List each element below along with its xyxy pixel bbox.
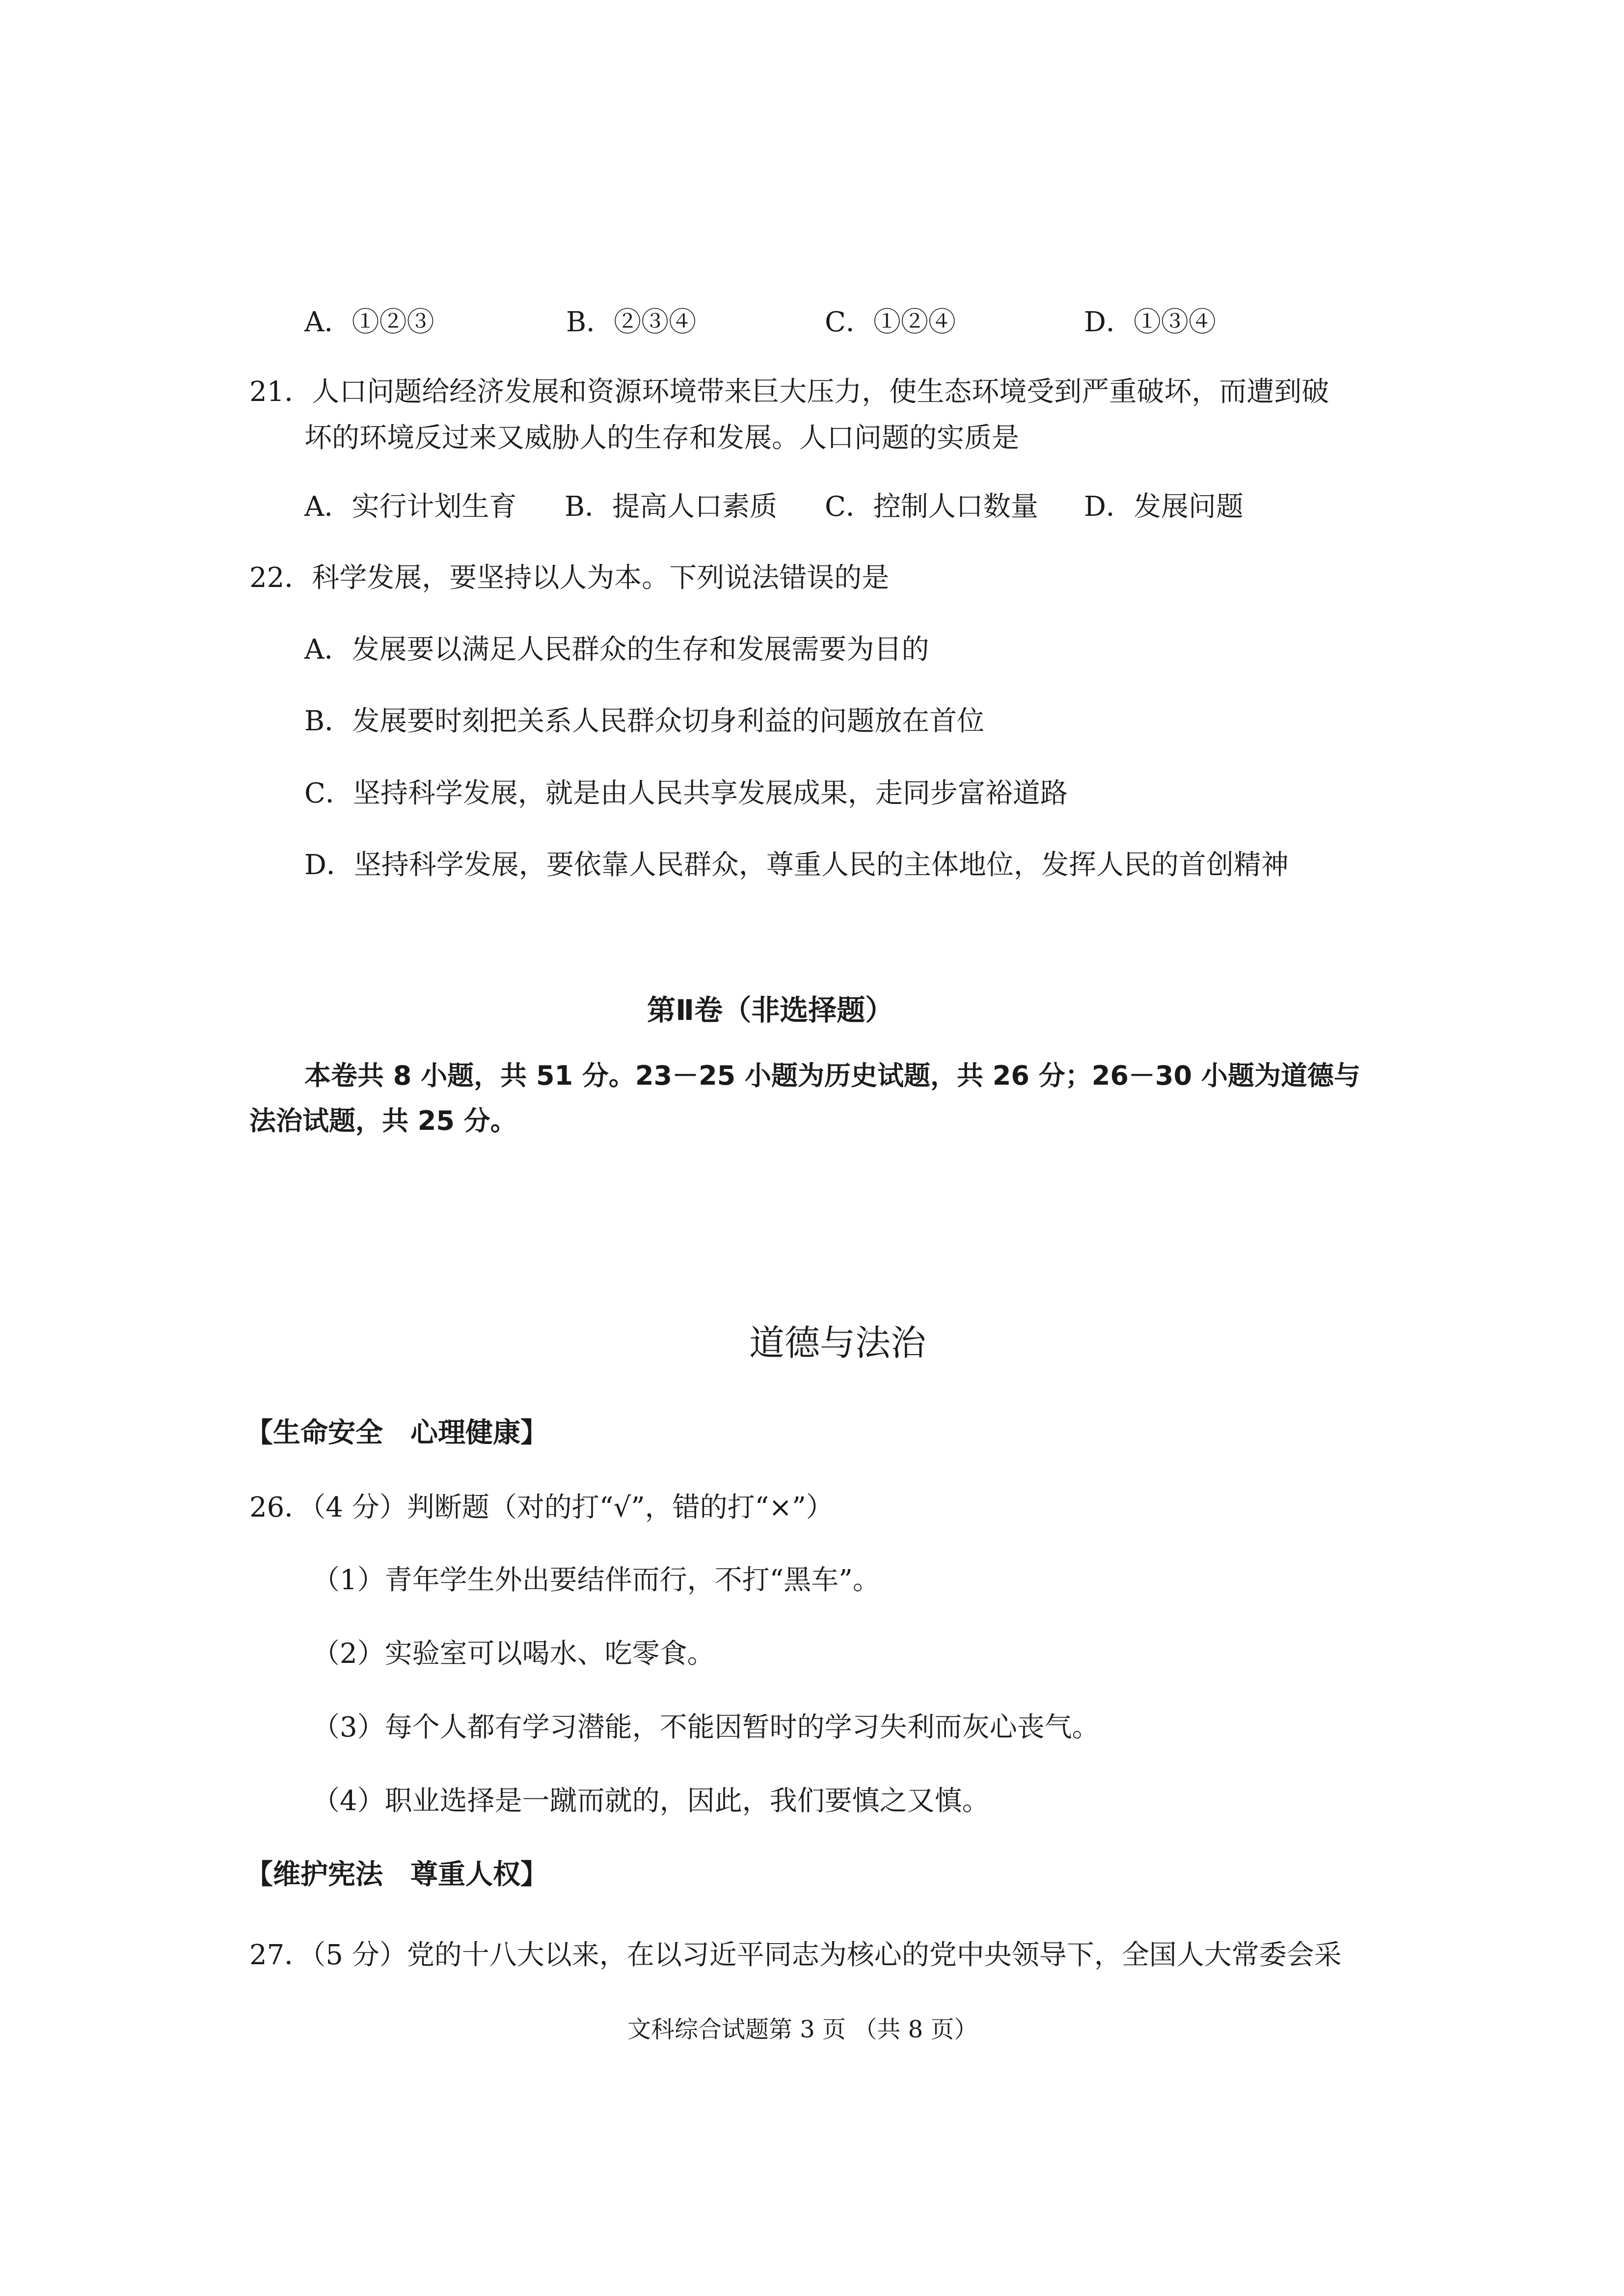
q20-option-a: A．①②③ xyxy=(304,306,434,338)
part2-intro-line1: 本卷共 8 小题，共 51 分。23－25 小题为历史试题，共 26 分；26－30 小题为道德与 xyxy=(304,1060,1360,1091)
q21-option-b: B．提高人口素质 xyxy=(565,491,778,523)
q26-item-2: （2）实验室可以喝水、吃零食。 xyxy=(312,1638,715,1670)
q21-option-a: A．实行计划生育 xyxy=(304,491,517,523)
q22-stem: 22．科学发展，要坚持以人为本。下列说法错误的是 xyxy=(249,562,890,594)
q21-option-d: D．发展问题 xyxy=(1084,491,1244,523)
section-heading-life-safety: 【生命安全 心理健康】 xyxy=(245,1417,548,1449)
q21-stem-line1: 21．人口问题给经济发展和资源环境带来巨大压力，使生态环境受到严重破坏，而遭到破 xyxy=(249,376,1329,408)
part2-intro-line2: 法治试题，共 25 分。 xyxy=(249,1105,517,1136)
q20-option-d: D．①③④ xyxy=(1084,306,1216,338)
q26-item-4: （4）职业选择是一蹴而就的，因此，我们要慎之又慎。 xyxy=(312,1785,990,1817)
q22-option-a: A．发展要以满足人民群众的生存和发展需要为目的 xyxy=(304,634,929,666)
q22-option-d: D．坚持科学发展，要依靠人民群众，尊重人民的主体地位，发挥人民的首创精神 xyxy=(304,849,1289,881)
q26-item-1: （1）青年学生外出要结伴而行，不打“黑车”。 xyxy=(312,1564,880,1596)
q20-option-b: B．②③④ xyxy=(566,306,697,338)
q22-option-b: B．发展要时刻把关系人民群众切身利益的问题放在首位 xyxy=(304,705,985,737)
part2-title: 第Ⅱ卷（非选择题） xyxy=(647,993,894,1027)
subject-title: 道德与法治 xyxy=(749,1322,926,1363)
q21-option-c: C．控制人口数量 xyxy=(825,491,1038,523)
q26-stem: 26．（4 分）判断题（对的打“√”，错的打“×”） xyxy=(249,1492,834,1523)
section-heading-constitution: 【维护宪法 尊重人权】 xyxy=(245,1859,548,1891)
q20-option-c: C．①②④ xyxy=(825,306,956,338)
q22-option-c: C．坚持科学发展，就是由人民共享发展成果，走同步富裕道路 xyxy=(304,777,1068,809)
page-footer: 文科综合试题第 3 页 （共 8 页） xyxy=(627,2016,978,2043)
q27-stem: 27．（5 分）党的十八大以来，在以习近平同志为核心的党中央领导下，全国人大常委会采 xyxy=(249,1939,1342,1971)
q21-stem-line2: 坏的环境反过来又威胁人的生存和发展。人口问题的实质是 xyxy=(304,422,1019,454)
q26-item-3: （3）每个人都有学习潜能，不能因暂时的学习失利而灰心丧气。 xyxy=(312,1711,1100,1743)
